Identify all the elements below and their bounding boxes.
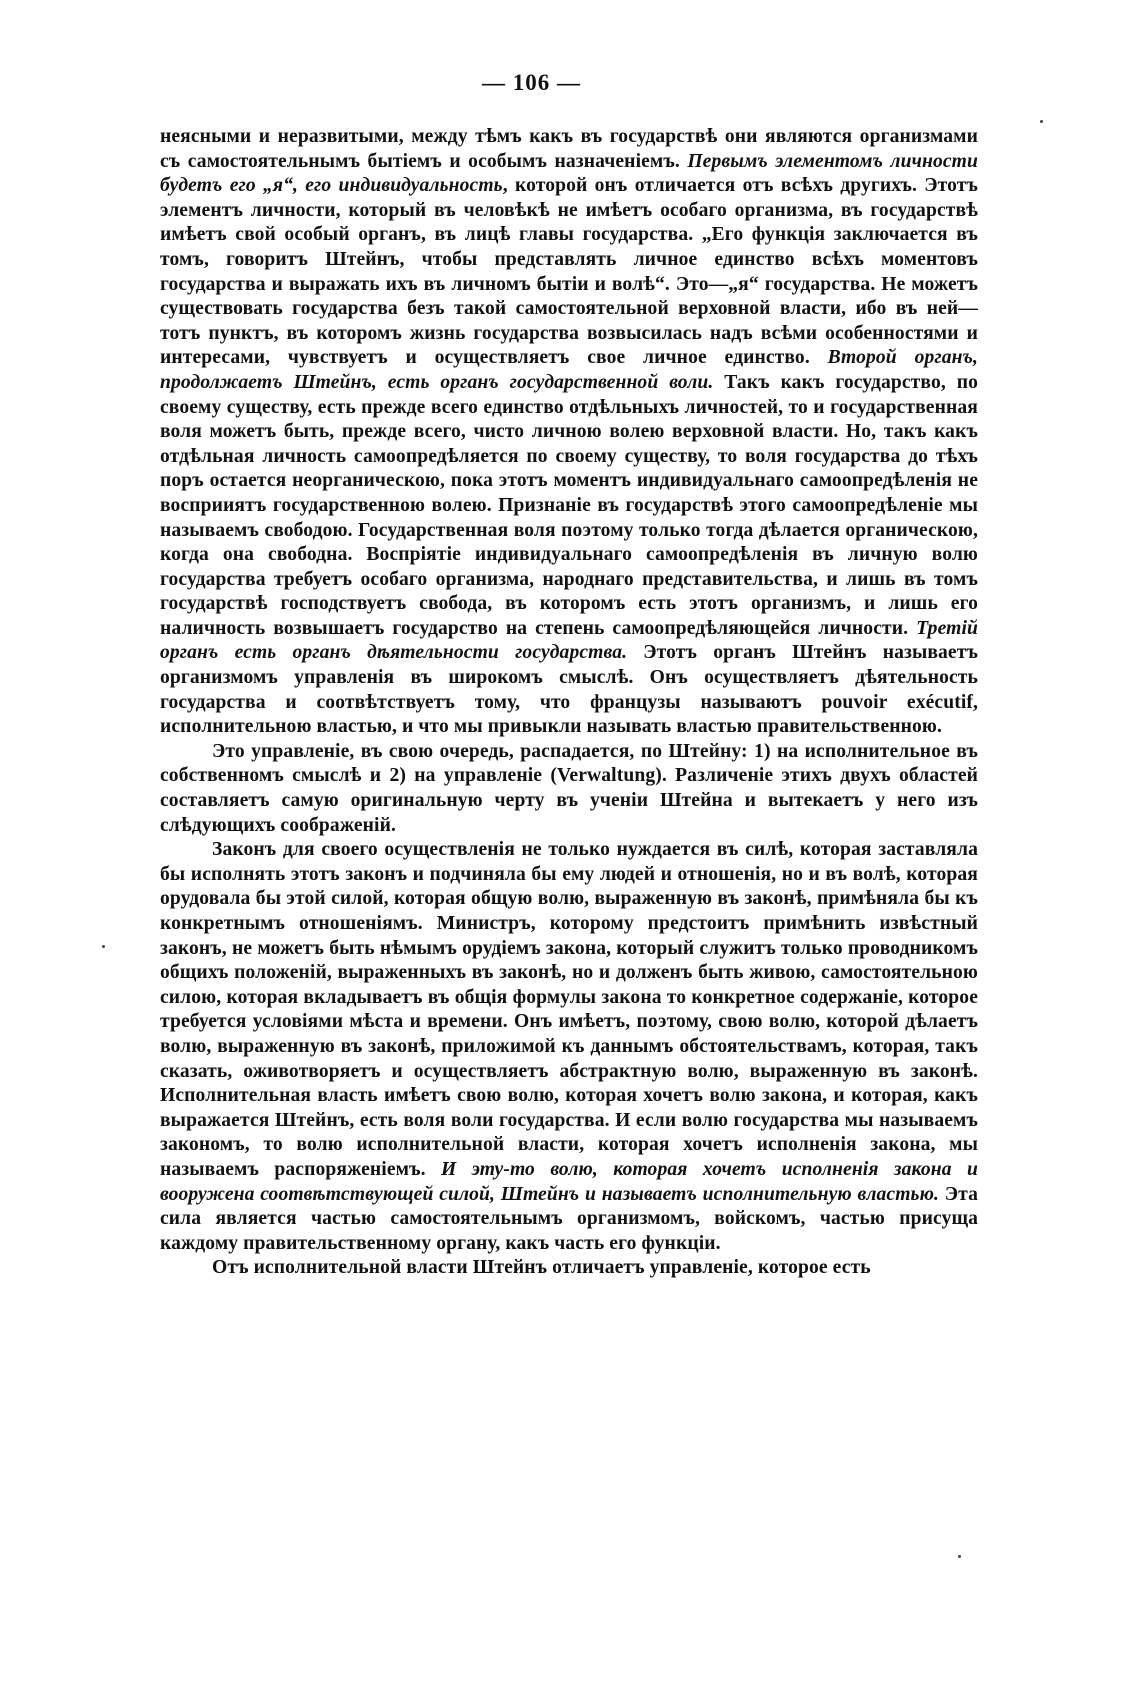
paragraph-1-text-c: Такъ какъ государство, по своему существу, есть прежде всего единство отдѣльныхъ личностей, то и государственная воля можетъ быть, прежде всего, чисто личною волею верховной власти. Но, такъ какъ отдѣльная личность самоопредѣляется по своему существу, то воля государства до тѣхъ поръ остается неорганическою, пока этотъ моментъ индивидуальнаго самоопредѣленія не восприиятъ государственною волею. Признаніе въ государствѣ этого самоопредѣленіе мы называемъ свободою. Государственная воля поэтому только тогда дѣлается органическою, когда она свободна. Воспріятіе индивидуальнаго самоопредѣленія въ личную волю государства требуетъ особаго организма, народнаго представительства, и лишь въ томъ государствѣ господствуетъ свобода, въ которомъ есть этотъ организмъ, и лишь его наличность возвышаетъ государство на степень самоопредѣляющейся личности.	[160, 371, 978, 639]
paragraph-1-emphasis-3: Третій органъ есть органъ дѣятельности государства.	[160, 617, 978, 664]
paragraph-1-text-b: , которой онъ отличается отъ всѣхъ другихъ. Этотъ элементъ личности, который въ человѣкѣ не имѣетъ особаго организма, въ государствѣ имѣетъ свой особый органъ, въ лицѣ главы государства. „Его функція заключается въ томъ, говоритъ Штейнъ, чтобы представлять личное единство всѣхъ моментовъ государства и выражать ихъ въ личномъ бытіи и волѣ“. Это—„я“ государства. Не можетъ существовать государства безъ такой самостоятельной верховной власти, ибо въ ней—тотъ пунктъ, въ которомъ жизнь государства возвысилась надъ всѣми особенностями и интересами, чувствуетъ и осуществляетъ свое личное единство.	[160, 175, 978, 369]
scan-speck	[102, 945, 105, 948]
scan-speck	[1040, 120, 1043, 123]
paragraph-1-text-a: неясными и неразвитыми, между тѣмъ какъ въ государствѣ они являются организмами съ самостоятельнымъ бытіемъ и особымъ назначеніемъ.	[160, 126, 978, 172]
body-text	[160, 125, 978, 1281]
paragraph-3-emphasis: И эту-то волю, которая хочетъ исполненія закона и вооружена соотвѣтствующей силой, Штейнъ и называетъ исполнительную властью.	[160, 1158, 978, 1205]
paragraph-4: Отъ исполнительной власти Штейнъ отличаетъ управленіе, которое есть	[212, 1257, 871, 1279]
paragraph-1-emphasis-2: Второй органъ, продолжаетъ Штейнъ, есть органъ государственной воли.	[160, 347, 978, 393]
paragraph-3-text-a: Законъ для своего осуществленія не только нуждается въ силѣ, которая заставляла бы исполнять этотъ законъ и подчиняла бы ему людей и отношенія, но и въ волѣ, которая орудовала бы этой силой, которая общую волю, выраженную въ законѣ, примѣняла бы къ конкретнымъ отношеніямъ. Министръ, которому предстоитъ примѣнить извѣстный законъ, не можетъ быть нѣмымъ орудіемъ закона, который служитъ только проводникомъ общихъ положеній, выраженныхъ въ законѣ, но и долженъ быть живою, самостоятельною силою, которая вкладываетъ въ общія формулы закона то конкретное содержаніе, которое требуется условіями мѣста и времени. Онъ имѣетъ, поэтому, свою волю, которой дѣлаетъ волю, выраженную въ законѣ, приложимой къ даннымъ обстоятельствамъ, которая, такъ сказать, оживотворяетъ и осуществляетъ абстрактную волю, выраженную въ законѣ. Исполнительная власть имѣетъ свою волю, которая хочетъ волю закона, и которая, какъ выражается Штейнъ, есть воля воли государства. И если волю государства мы называемъ закономъ, то волю исполнительной власти, которая хочетъ исполненія закона, мы называемъ распоряженіемъ.	[160, 839, 978, 1180]
paragraph-2: Это управленіе, въ свою очередь, распадается, по Штейну: 1) на исполнительное въ собственномъ смыслѣ и 2) на управленіе (Verwaltung). Различеніе этихъ двухъ областей составляетъ самую оригинальную черту въ ученіи Штейна и вытекаетъ у него изъ слѣдующихъ соображеній.	[160, 740, 978, 836]
paragraph-3-text-b: Эта сила является частью самостоятельнымъ организмомъ, войскомъ, частью присуща каждому правительственному органу, какъ часть его функціи.	[160, 1183, 979, 1254]
paragraph-1	[160, 125, 978, 740]
paragraph-1-text-d: Этотъ органъ Штейнъ называетъ организмомъ управленія въ широкомъ смыслѣ. Онъ осуществляетъ дѣятельность государства и соотвѣтствуетъ тому, что французы называютъ pouvoir exécutif, исполнительною властью, и что мы привыкли называть властью правительственною.	[160, 642, 978, 738]
paragraph-1-emphasis-1: Первымъ элементомъ личности будетъ его „я“, его индивидуальность	[160, 150, 978, 197]
paragraph-3	[160, 838, 978, 1256]
page-number: — 106 —	[482, 70, 581, 95]
scan-speck	[958, 1555, 961, 1558]
